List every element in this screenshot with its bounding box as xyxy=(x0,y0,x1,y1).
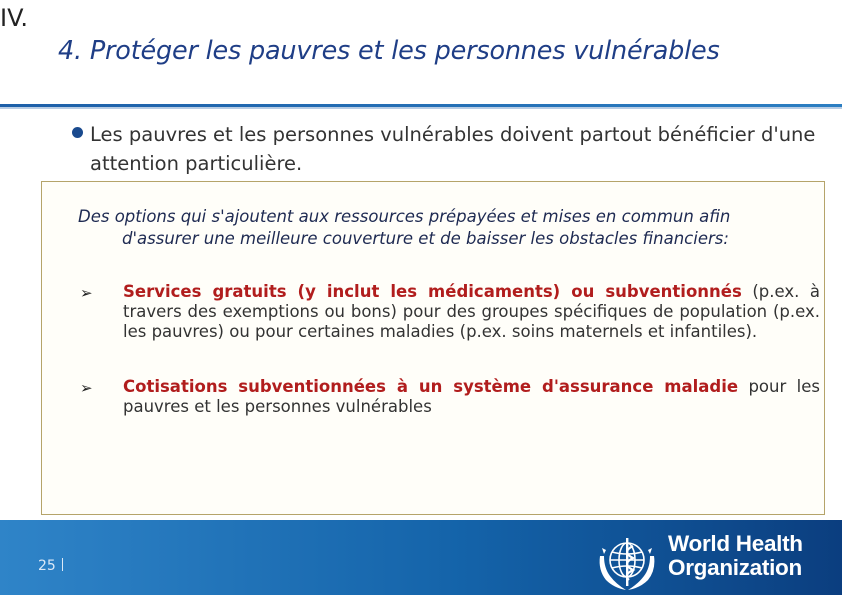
bullet-dot-icon xyxy=(72,127,83,138)
options-intro-line2: d'assurer une meilleure couverture et de baisser les obstacles financiers: xyxy=(122,229,729,248)
page-number: 25 xyxy=(38,558,56,574)
who-name xyxy=(668,532,803,580)
title-divider-shadow xyxy=(0,107,842,109)
options-intro xyxy=(78,206,820,250)
slide-title: 4. Protéger les pauvres et les personnes vulnérables xyxy=(58,36,720,66)
option-highlight: Services gratuits (y inclut les médicaments) ou subventionnés xyxy=(123,282,742,301)
arrow-bullet-icon: ➢ xyxy=(80,379,93,397)
lead-bullet-text: Les pauvres et les personnes vulnérables doivent partout bénéficier d'une attention particulière. xyxy=(90,123,816,175)
who-name-line2: Organization xyxy=(668,555,802,580)
arrow-bullet-icon: ➢ xyxy=(80,284,93,302)
option-description: pour les pauvres et les personnes vulnérables xyxy=(123,377,820,416)
option-item xyxy=(123,282,820,342)
section-number: IV. xyxy=(0,4,29,32)
option-highlight: Cotisations subventionnées à un système d'assurance maladie xyxy=(123,377,739,396)
option-description: (p.ex. à travers des exemptions ou bons) pour des groupes spécifiques de population (p.ex. les pauvres) ou pour certaines maladies (p.ex. soins maternels et infantiles). xyxy=(123,282,820,341)
options-intro-line1: Des options qui s'ajoutent aux ressources prépayées et mises en commun afin xyxy=(78,207,731,226)
option-item xyxy=(123,377,820,417)
who-emblem-icon xyxy=(592,526,662,596)
page-number-separator xyxy=(62,558,63,571)
who-name-line1: World Health xyxy=(668,531,803,556)
